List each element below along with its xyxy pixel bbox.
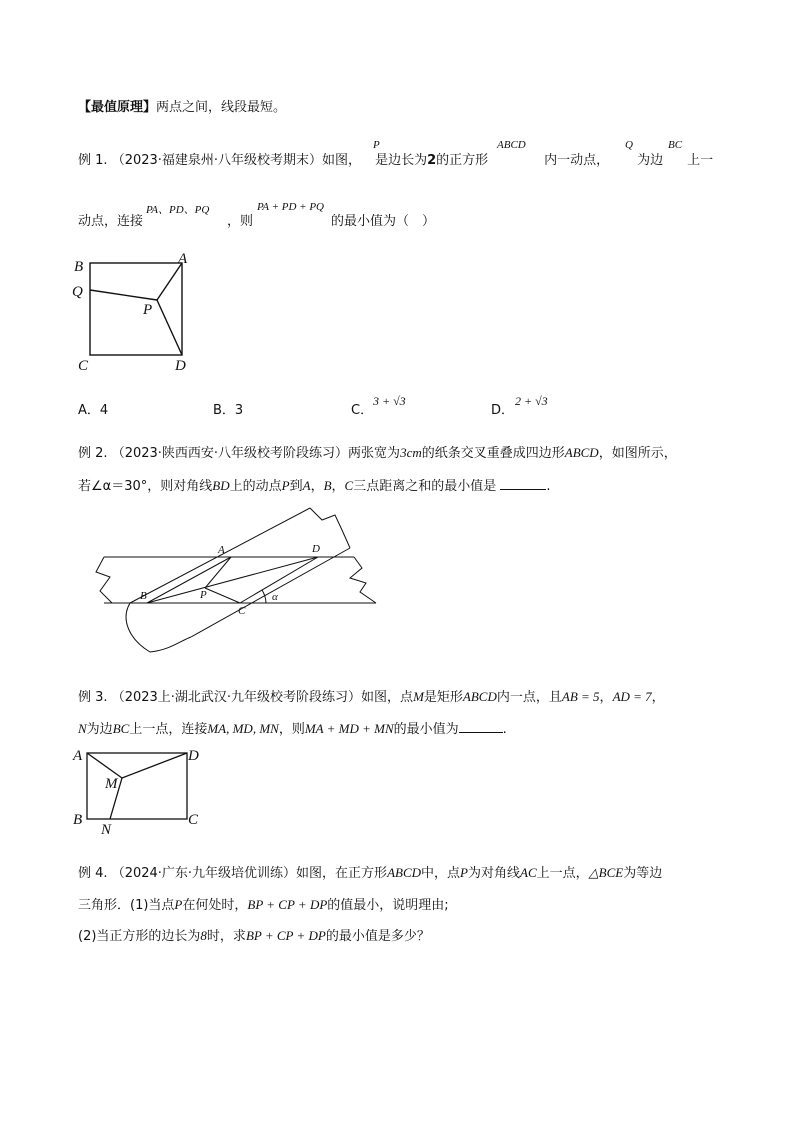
ex4-sum: BP + CP + DP (247, 897, 328, 912)
ex2-label-A: A (218, 544, 225, 556)
ex3-comma1: ， (599, 690, 613, 705)
ex2-slant-bottom-torn (126, 603, 191, 652)
ex1-seg-PD (157, 300, 182, 355)
ex2-strip-right-torn (350, 557, 376, 603)
ex1-label-P: P (143, 302, 153, 318)
ex4-l2b: 在何处时， (182, 898, 248, 913)
option-d-label: D． (491, 403, 515, 418)
ex1-t2: 是边长为 (375, 153, 428, 168)
ex2-l2b: 上的动点 (229, 479, 282, 494)
ex2-seg-CD (240, 557, 318, 603)
ex2-label-C: C (238, 605, 246, 617)
ex4-t4: 上一点， (536, 866, 589, 881)
option-b-value: 3 (234, 403, 244, 418)
ex3-seg-MA (87, 753, 122, 778)
ex4-tri: △BCE (588, 865, 624, 880)
ex2-line1 (78, 445, 677, 462)
ex3-source: （2023上·湖北武汉·九年级校考阶段练习） (111, 690, 362, 705)
ex1-math-sum: PA + PD + PQ (257, 201, 324, 213)
ex2-C: C (344, 478, 354, 493)
ex3-t2: 是矩形 (423, 690, 463, 705)
ex4-source: （2024·广东·九年级培优训练） (111, 866, 297, 881)
principle-label: 【最值原理】 (78, 100, 157, 115)
ex3-M: M (413, 689, 424, 704)
ex1-math-BC: BC (668, 139, 683, 151)
ex1-option-d[interactable] (491, 403, 514, 419)
ex4-ABCD: ABCD (387, 865, 422, 880)
ex3-prefix: 例 3. (78, 690, 108, 705)
principle-text: 两点之间，线段最短。 (156, 100, 287, 115)
ex4-t1: 如图，在正方形 (296, 866, 388, 881)
ex4-l3a: (2)当正方形的边长为 (78, 929, 201, 944)
ex4-l3b: 时，求 (206, 929, 246, 944)
ex1-label-B: B (74, 259, 84, 275)
ex4-P: P (460, 865, 468, 880)
ex1-label-A: A (178, 251, 188, 267)
ex2-label-D: D (312, 543, 320, 555)
ex1-t5: 为边 (637, 153, 664, 168)
ex3-sum: MA + MD + MN (304, 721, 394, 736)
ex4-l3c: 的最小值是多少？ (325, 929, 430, 944)
ex1-t3: 的正方形 (436, 153, 489, 168)
ex3-label-B: B (73, 812, 83, 828)
ex1-math-P: P (373, 139, 380, 151)
ex1-seg-PA (157, 263, 182, 300)
ex3-seg-MN (110, 778, 122, 819)
ex2-l2a: 若∠α＝30°，则对角线 (78, 479, 213, 494)
principle-line (78, 100, 286, 116)
ex4-l2a: 三角形．(1)当点 (78, 898, 175, 913)
ex2-angle-arc (262, 590, 266, 603)
ex1-label-D: D (175, 358, 186, 374)
option-b-label: B． (213, 403, 235, 418)
ex2-B: B (323, 478, 332, 493)
ex2-slant-top (130, 508, 310, 603)
ex3-line1 (78, 689, 665, 706)
ex2-BD: BD (212, 478, 230, 493)
option-a-label: A． (78, 403, 100, 418)
ex3-line2 (78, 720, 507, 738)
ex2-strip-left-torn (96, 557, 112, 603)
ex3-t3: 内一点，且 (496, 690, 562, 705)
ex3-answer-blank[interactable] (459, 720, 503, 733)
ex2-ABCD: ABCD (564, 445, 599, 460)
ex3-ABCD: ABCD (462, 689, 497, 704)
ex3-l2c: ，则 (278, 722, 305, 737)
ex2-t3: ，如图所示， (598, 446, 677, 461)
ex2-t1: 两张宽为 (348, 446, 401, 461)
ex1-label-C: C (78, 358, 89, 374)
ex2-source: （2023·陕西西安·八年级校考阶段练习） (111, 446, 349, 461)
ex1-prefix: 例 1. (78, 153, 108, 168)
ex3-label-D: D (188, 748, 199, 764)
ex3-comma2: ， (651, 690, 665, 705)
ex2-end: . (546, 479, 551, 494)
ex3-label-A: A (73, 748, 83, 764)
ex2-label-alpha: α (272, 591, 278, 603)
ex4-t2: 中，点 (421, 866, 461, 881)
ex4-t5: 为等边 (623, 866, 663, 881)
ex4-prefix: 例 4. (78, 866, 108, 881)
ex3-t1: 如图，点 (361, 690, 414, 705)
ex2-l2e: ， (331, 479, 345, 494)
option-c-label: C． (351, 403, 374, 418)
option-c-value: 3 + √3 (373, 394, 406, 408)
ex3-BC: BC (112, 721, 130, 736)
ex1-square (90, 263, 182, 355)
ex4-t3: 为对角线 (467, 866, 520, 881)
ex1-math-segs: PA、PD、PQ (146, 204, 210, 216)
ex2-width: 3cm (400, 445, 422, 460)
ex3-label-M: M (105, 776, 118, 792)
ex2-seg-PC (205, 588, 240, 603)
ex1-option-a[interactable] (78, 403, 108, 419)
ex2-A: A (302, 478, 311, 493)
ex1-source: （2023·福建泉州·八年级校考期末） (111, 153, 323, 168)
ex3-seg-MD (122, 753, 187, 778)
ex3-ad: AD = 7 (612, 689, 652, 704)
ex2-t2: 的纸条交叉重叠成四边形 (421, 446, 565, 461)
ex4-P2: P (174, 897, 183, 912)
ex2-l2d: ， (310, 479, 324, 494)
ex1-l2a: 动点，连接 (78, 214, 144, 229)
ex4-sum2: BP + CP + DP (245, 928, 326, 943)
ex2-l2f: 三点距离之和的最小值是 (353, 479, 497, 494)
ex4-line1 (78, 865, 662, 882)
ex2-l2c: 到 (289, 479, 303, 494)
ex4-l2c: 的值最小，说明理由; (327, 898, 449, 913)
ex3-l2a: 为边 (86, 722, 113, 737)
ex2-slant-bottom (191, 548, 350, 637)
ex3-end: . (502, 722, 507, 737)
ex2-P: P (281, 478, 290, 493)
ex2-seg-PA (205, 557, 231, 588)
ex1-math-Q: Q (625, 139, 633, 151)
ex3-label-C: C (188, 812, 199, 828)
ex1-line1 (78, 153, 713, 169)
ex4-AC: AC (520, 865, 537, 880)
ex2-prefix: 例 2. (78, 446, 108, 461)
ex3-N: N (78, 721, 87, 736)
ex1-option-c[interactable] (351, 403, 373, 419)
ex4-eight: 8 (200, 928, 207, 943)
ex3-label-N: N (101, 822, 112, 838)
ex1-t4: 内一动点， (544, 153, 610, 168)
ex2-label-B: B (140, 590, 147, 602)
ex1-option-b[interactable] (213, 403, 243, 419)
ex3-segs: MA, MD, MN (207, 721, 279, 736)
ex2-seg-BA (147, 557, 231, 603)
ex1-two: 2 (427, 153, 437, 168)
option-a-value: 4 (99, 403, 109, 418)
ex1-label-Q: Q (72, 284, 83, 300)
ex2-answer-blank[interactable] (500, 477, 546, 490)
ex3-ab: AB = 5 (561, 689, 600, 704)
ex3-rectangle (87, 753, 187, 819)
ex4-line3 (78, 928, 430, 945)
ex1-math-ABCD: ABCD (497, 139, 526, 151)
option-d-value: 2 + √3 (515, 394, 548, 408)
ex3-l2b: 上一点，连接 (129, 722, 208, 737)
ex2-label-P: P (200, 589, 207, 601)
ex3-l2d: 的最小值为 (393, 722, 459, 737)
ex1-l2c: 的最小值为（ ） (331, 214, 436, 229)
ex1-seg-PQ (90, 290, 157, 300)
ex1-t6: 上一 (687, 153, 714, 168)
ex2-seg-BD (147, 557, 318, 603)
ex2-slant-top-torn (310, 508, 350, 548)
ex4-line2 (78, 897, 449, 914)
ex2-line2 (78, 477, 551, 495)
ex1-l2b: ，则 (227, 214, 254, 229)
ex1-line2 (78, 214, 435, 230)
ex1-t1: 如图， (322, 153, 362, 168)
